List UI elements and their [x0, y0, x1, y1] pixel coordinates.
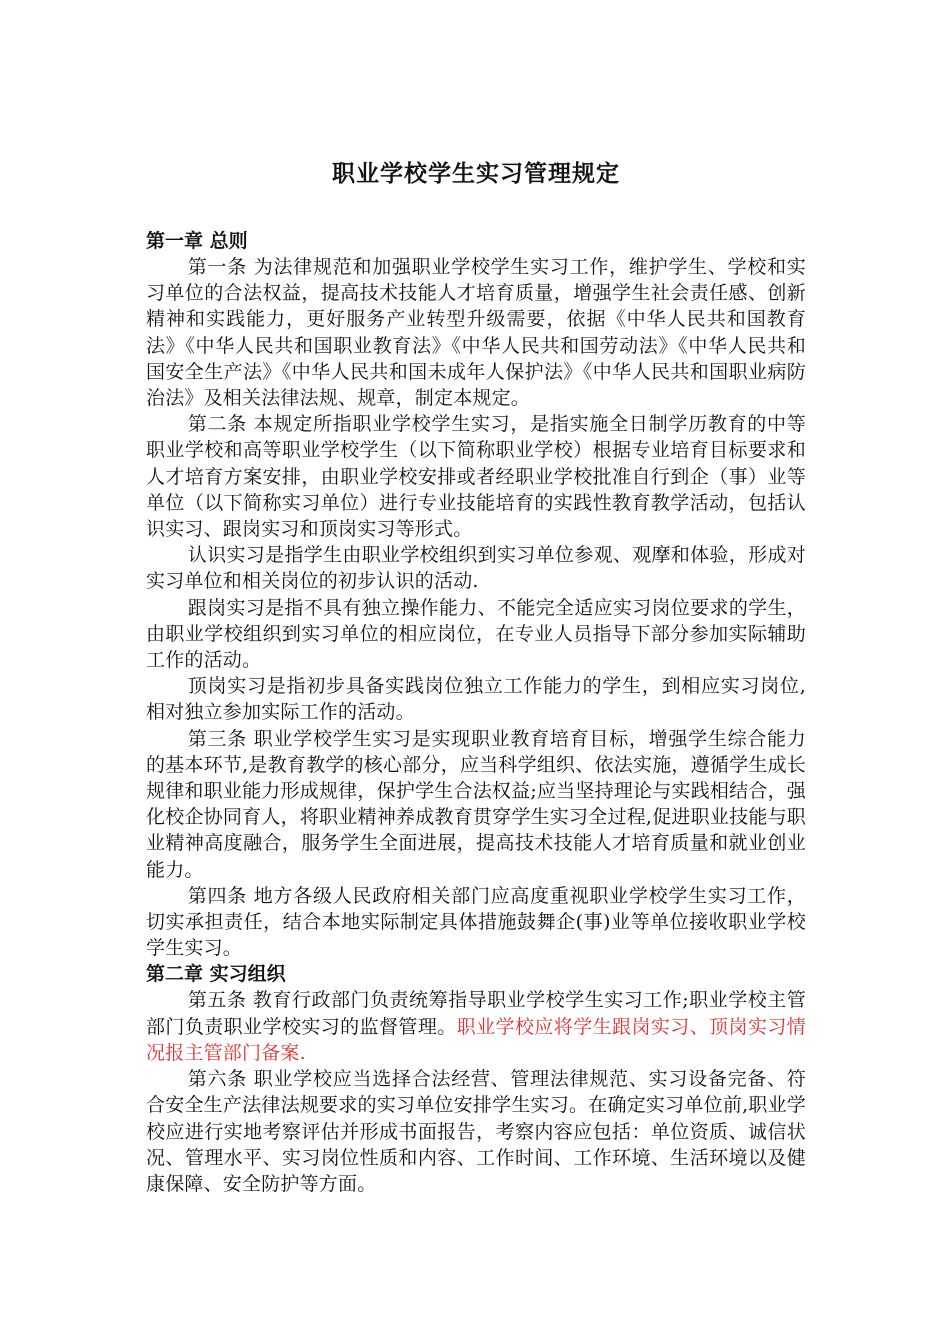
chapter-heading: 第一章 总则 — [146, 230, 248, 252]
article-5-text: 第五条 教育行政部门负责统筹指导职业学校学生实习工作;职业学校主管部门负责职业学校实习的监督管理。 — [146, 989, 806, 1038]
chapter-1 — [146, 228, 806, 961]
chapter-2 — [146, 961, 806, 1197]
article-2: 第二条 本规定所指职业学校学生实习，是指实施全日制学历教育的中等职业学校和高等职业学校学生（以下简称职业学校）根据专业培育目标要求和人才培育方案安排，由职业学校安排或者经职业学校批准自行到企（事）业等单位（以下简称实习单位）进行专业技能培育的实践性教育教学活动，包括认识实习、跟岗实习和顶岗实习等形式。 — [146, 413, 806, 541]
definition-post-internship: 顶岗实习是指初步具备实践岗位独立工作能力的学生，到相应实习岗位,相对独立参加实际工作的活动。 — [146, 675, 806, 724]
chapter-heading: 第二章 实习组织 — [146, 963, 286, 986]
article-5-highlight: 职业学校应将学生跟岗实习、顶岗实习情况报主管部门备案. — [146, 1015, 806, 1064]
article-4: 第四条 地方各级人民政府相关部门应高度重视职业学校学生实习工作，切实承担责任，结合本地实际制定具体措施鼓舞企(事)业等单位接收职业学校学生实习。 — [146, 884, 806, 960]
document-title: 职业学校学生实习管理规定 — [332, 161, 620, 187]
article-5 — [146, 987, 806, 1066]
article-1: 第一条 为法律规范和加强职业学校学生实习工作，维护学生、学校和实习单位的合法权益，提高技术技能人才培育质量，增强学生社会责任感、创新精神和实践能力，更好服务产业转型升级需要，依据《中华人民共和国教育法》《中华人民共和国职业教育法》《中华人民共和国劳动法》《中华人民共和国安全生产法》《中华人民共和国未成年人保护法》《中华人民共和国职业病防治法》及相关法律法规、规章，制定本规定。 — [146, 256, 806, 410]
article-3: 第三条 职业学校学生实习是实现职业教育培育目标，增强学生综合能力的基本环节,是教育教学的核心部分，应当科学组织、依法实施，遵循学生成长规律和职业能力形成规律，保护学生合法权益;应当坚持理论与实践相结合，强化校企协同育人，将职业精神养成教育贯穿学生实习全过程,促进职业技能与职业精神高度融合，服务学生全面进展，提高技术技能人才培育质量和就业创业能力。 — [146, 727, 806, 881]
definition-shadow-internship: 跟岗实习是指不具有独立操作能力、不能完全适应实习岗位要求的学生，由职业学校组织到实习单位的相应岗位，在专业人员指导下部分参加实际辅助工作的活动。 — [146, 596, 806, 672]
document-page — [146, 158, 806, 1197]
article-6: 第六条 职业学校应当选择合法经营、管理法律规范、实习设备完备、符合安全生产法律法规要求的实习单位安排学生实习。在确定实习单位前,职业学校应进行实地考察评估并形成书面报告，考察内容应包括：单位资质、诚信状况、管理水平、实习岗位性质和内容、工作时间、工作环境、生活环境以及健康保障、安全防护等方面。 — [146, 1068, 806, 1195]
definition-cognitive-internship: 认识实习是指学生由职业学校组织到实习单位参观、观摩和体验，形成对实习单位和相关岗位的初步认识的活动. — [146, 544, 806, 593]
